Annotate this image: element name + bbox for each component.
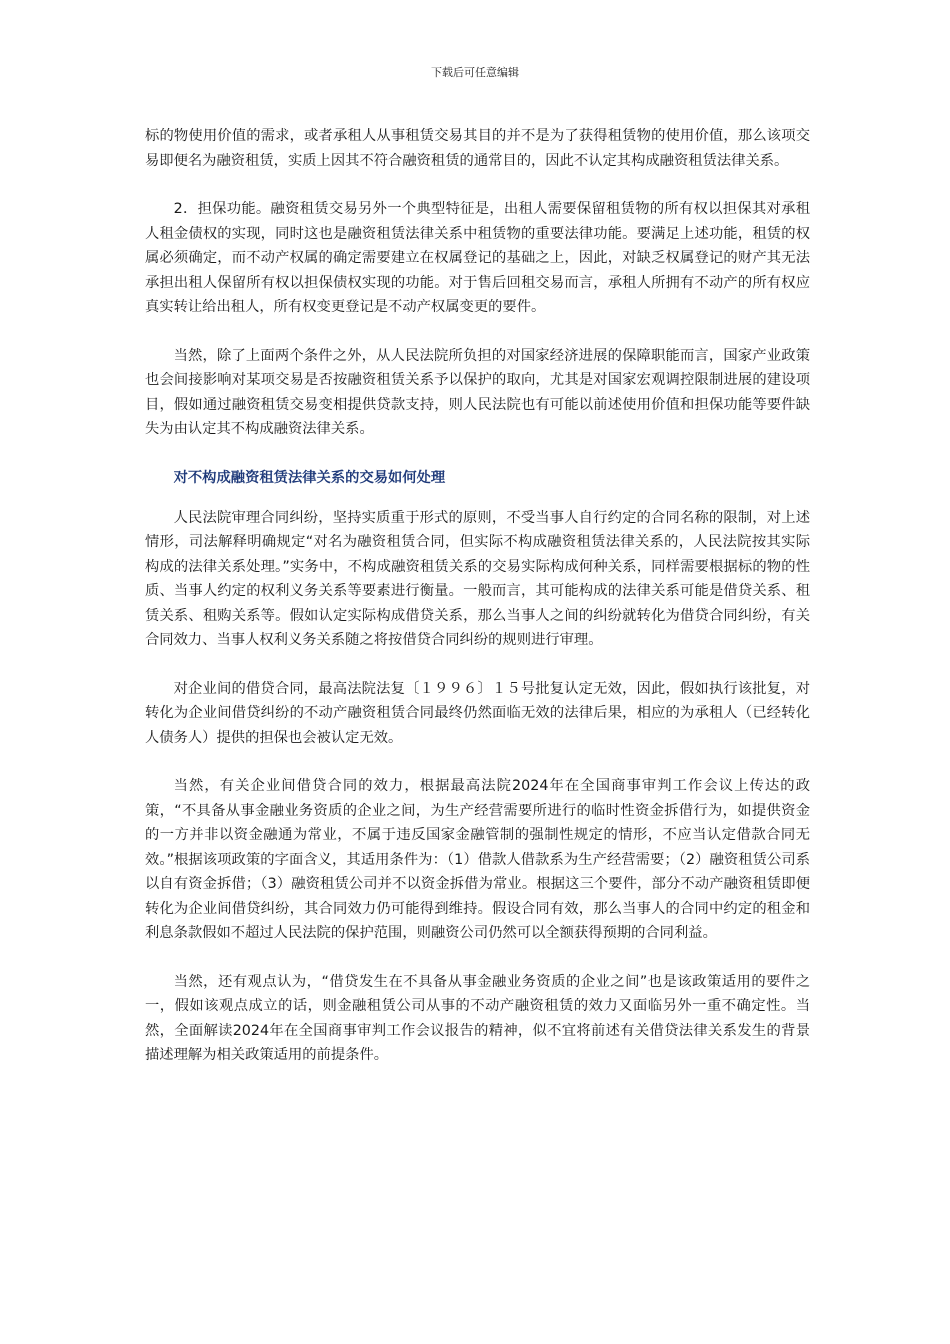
- paragraph-4: 人民法院审理合同纠纷，坚持实质重于形式的原则，不受当事人自行约定的合同名称的限制，对上述情形，司法解释明确规定“对名为融资租赁合同，但实际不构成融资租赁法律关系的，人民法院按其实际构成的法律关系处理。”实务中，不构成融资租赁关系的交易实际构成何种关系，同样需要根据标的物的性质、当事人约定的权利义务关系等要素进行衡量。一般而言，其可能构成的法律关系可能是借贷关系、租赁关系、租购关系等。假如认定实际构成借贷关系，那么当事人之间的纠纷就转化为借贷合同纠纷，有关合同效力、当事人权利义务关系随之将按借贷合同纠纷的规则进行审理。: [145, 509, 810, 648]
- paragraph-2: 2．担保功能。融资租赁交易另外一个典型特征是，出租人需要保留租赁物的所有权以担保其对承租人租金债权的实现，同时这也是融资租赁法律关系中租赁物的重要法律功能。要满足上述功能，租赁的权属必须确定，而不动产权属的确定需要建立在权属登记的基础之上，因此，对缺乏权属登记的财产其无法承担出租人保留所有权以担保债权实现的功能。对于售后回租交易而言，承租人所拥有不动产的所有权应真实转让给出租人，所有权变更登记是不动产权属变更的要件。: [145, 201, 810, 315]
- paragraph-6: 当然，有关企业间借贷合同的效力，根据最高法院2024年在全国商事审判工作会议上传达的政策，“不具备从事金融业务资质的企业之间，为生产经营需要所进行的临时性资金拆借行为，如提供资金的一方并非以资金融通为常业，不属于违反国家金融管制的强制性规定的情形，不应当认定借款合同无效。”根据该项政策的字面含义，其适用条件为：（1）借款人借款系为生产经营需要；（2）融资租赁公司系以自有资金拆借；（3）融资租赁公司并不以资金拆借为常业。根据这三个要件，部分不动产融资租赁即便转化为企业间借贷纠纷，其合同效力仍可能得到维持。假设合同有效，那么当事人的合同中约定的租金和利息条款假如不超过人民法院的保护范围，则融资公司仍然可以全额获得预期的合同利益。: [145, 778, 810, 941]
- section-heading: 对不构成融资租赁法律关系的交易如何处理: [173, 469, 446, 486]
- paragraph-7: 当然，还有观点认为，“借贷发生在不具备从事金融业务资质的企业之间”也是该政策适用的要件之一，假如该观点成立的话，则金融租赁公司从事的不动产融资租赁的效力又面临另外一重不确定性。当然，全面解读2024年在全国商事审判工作会议报告的精神，似不宜将前述有关借贷法律关系发生的背景描述理解为相关政策适用的前提条件。: [145, 973, 810, 1063]
- page-header: 下载后可任意编辑: [431, 66, 519, 79]
- paragraph-3: 当然，除了上面两个条件之外，从人民法院所负担的对国家经济进展的保障职能而言，国家产业政策也会间接影响对某项交易是否按融资租赁关系予以保护的取向，尤其是对国家宏观调控限制进展的建设项目，假如通过融资租赁交易变相提供贷款支持，则人民法院也有可能以前述使用价值和担保功能等要件缺失为由认定其不构成融资法律关系。: [145, 347, 810, 437]
- paragraph-1: 标的物使用价值的需求，或者承租人从事租赁交易其目的并不是为了获得租赁物的使用价值，那么该项交易即便名为融资租赁，实质上因其不符合融资租赁的通常目的，因此不认定其构成融资租赁法律关系。: [145, 128, 810, 169]
- paragraph-5: 对企业间的借贷合同，最高法院法复〔１９９６〕１５号批复认定无效，因此，假如执行该批复，对转化为企业间借贷纠纷的不动产融资租赁合同最终仍然面临无效的法律后果，相应的为承租人（已经转化人债务人）提供的担保也会被认定无效。: [145, 680, 810, 746]
- document-body: [145, 124, 810, 1092]
